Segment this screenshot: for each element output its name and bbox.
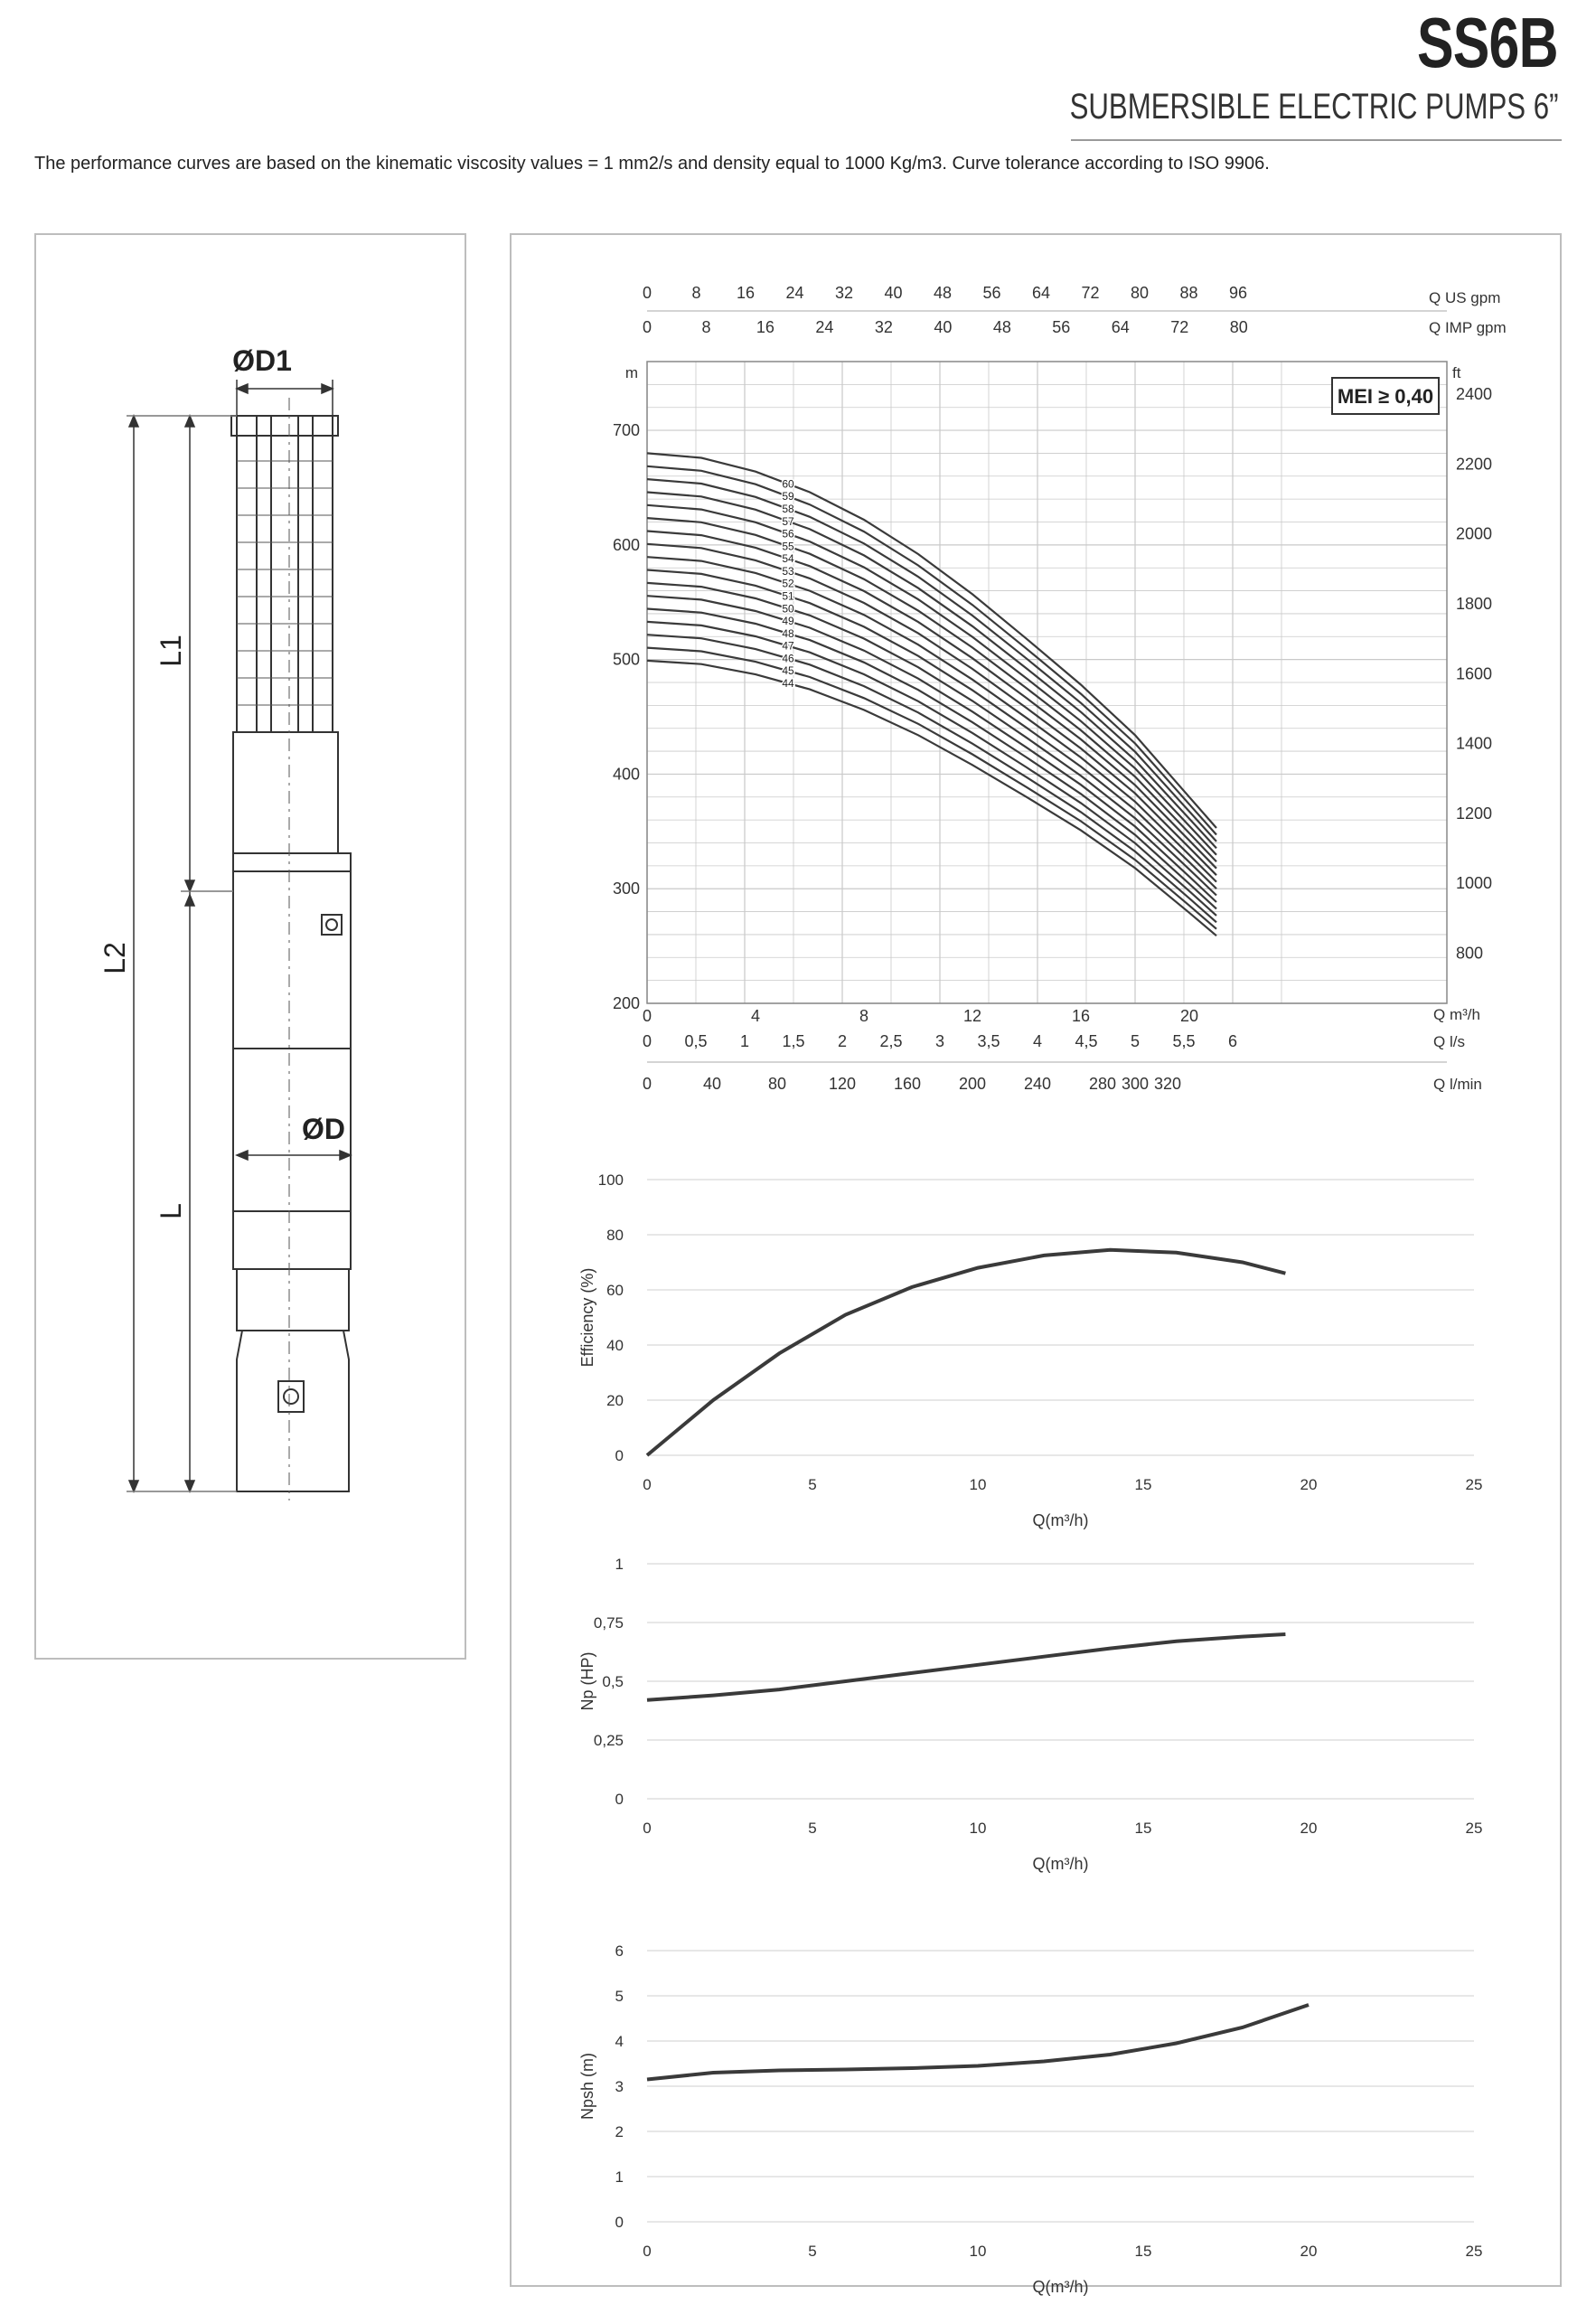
ft-tick-label: 1600 <box>1456 664 1493 683</box>
us-gpm-tick: 88 <box>1179 284 1198 302</box>
stage-label: 52 <box>782 577 794 590</box>
m3h-tick: 8 <box>859 1007 869 1025</box>
npsh-y-label: Npsh (m) <box>578 2052 596 2121</box>
us-gpm-tick: 80 <box>1131 284 1150 302</box>
stage-label: 55 <box>782 540 794 553</box>
l-label: L <box>155 1203 187 1219</box>
efficiency-x-tick: 15 <box>1134 1476 1152 1493</box>
head-curve <box>647 648 1216 929</box>
efficiency-y-tick: 80 <box>606 1227 624 1244</box>
power-x-tick: 15 <box>1134 1820 1152 1837</box>
m3h-tick: 20 <box>1179 1007 1199 1025</box>
lmin-tick: 200 <box>958 1075 987 1093</box>
ls-tick: 1 <box>739 1032 750 1050</box>
performance-charts <box>512 235 1560 2296</box>
power-x-tick: 20 <box>1300 1820 1318 1837</box>
y-axis-label: m <box>624 364 638 381</box>
power-x-tick: 0 <box>643 1820 652 1837</box>
npsh-x-tick: 15 <box>1134 2243 1152 2260</box>
lmin-tick: 300 <box>1121 1075 1150 1093</box>
y-tick-label: 500 <box>612 650 640 669</box>
head-curve <box>647 518 1216 861</box>
npsh-y-tick: 3 <box>615 2078 624 2095</box>
npsh-y-tick: 6 <box>615 1942 624 1960</box>
us-gpm-tick: 72 <box>1081 284 1100 302</box>
lmin-tick: 80 <box>767 1075 787 1093</box>
us-gpm-tick: 40 <box>884 284 903 302</box>
page-subtitle: SUBMERSIBLE ELECTRIC PUMPS 6” <box>1069 87 1558 127</box>
efficiency-x-tick: 20 <box>1300 1476 1318 1493</box>
power-y-tick: 0,25 <box>593 1732 624 1749</box>
imp-gpm-tick: 56 <box>1052 318 1071 336</box>
stage-label: 46 <box>782 652 794 665</box>
ft-tick-label: 1000 <box>1456 874 1493 893</box>
lmin-tick: 240 <box>1023 1075 1052 1093</box>
npsh-curve <box>647 2005 1309 2080</box>
header-rule <box>1071 139 1562 141</box>
pump-drawing <box>36 235 465 1658</box>
power-x-label: Q(m³/h) <box>1032 1855 1089 1873</box>
stage-label: 47 <box>782 639 794 653</box>
efficiency-y-tick: 100 <box>597 1171 624 1189</box>
stage-label: 60 <box>782 477 794 491</box>
ls-tick: 0 <box>642 1032 652 1050</box>
page-title: SS6B <box>1417 3 1558 82</box>
ft-tick-label: 800 <box>1456 944 1484 963</box>
stage-label: 56 <box>782 527 794 541</box>
imp-gpm-tick: 40 <box>934 318 953 336</box>
l2-label: L2 <box>99 942 131 974</box>
stage-label: 54 <box>782 552 794 566</box>
l1-label: L1 <box>155 635 187 667</box>
efficiency-curve <box>647 1250 1285 1455</box>
lmin-tick: 320 <box>1153 1075 1182 1093</box>
imp-gpm-tick: 64 <box>1111 318 1130 336</box>
stage-label: 57 <box>782 514 794 528</box>
imp-gpm-tick: 8 <box>701 318 711 336</box>
curve-note: The performance curves are based on the kinematic viscosity values = 1 mm2/s and density equal to 1000 Kg/m3. Curve tolerance according to ISO 9906. <box>34 154 1270 174</box>
us-gpm-unit: Q US gpm <box>1429 289 1501 306</box>
ls-unit: Q l/s <box>1433 1033 1465 1050</box>
power-x-tick: 5 <box>808 1820 817 1837</box>
stage-label: 53 <box>782 564 794 578</box>
ls-tick: 0,5 <box>684 1032 708 1050</box>
m3h-tick: 4 <box>750 1007 761 1025</box>
npsh-y-tick: 1 <box>615 2168 624 2186</box>
ls-tick: 3,5 <box>977 1032 1000 1050</box>
npsh-x-tick: 0 <box>643 2243 652 2260</box>
ls-tick: 4 <box>1032 1032 1043 1050</box>
m3h-tick: 0 <box>642 1007 652 1025</box>
efficiency-x-label: Q(m³/h) <box>1032 1511 1089 1529</box>
mei-badge: MEI ≥ 0,40 <box>1337 385 1434 408</box>
ls-tick: 2,5 <box>879 1032 903 1050</box>
imp-gpm-tick: 16 <box>756 318 775 336</box>
ls-tick: 5,5 <box>1172 1032 1196 1050</box>
us-gpm-tick: 0 <box>642 284 652 302</box>
performance-charts-panel <box>510 233 1562 2296</box>
ft-tick-label: 1200 <box>1456 804 1493 823</box>
npsh-x-tick: 20 <box>1300 2243 1318 2260</box>
us-gpm-tick: 8 <box>691 284 701 302</box>
m3h-tick: 12 <box>962 1007 982 1025</box>
us-gpm-tick: 96 <box>1229 284 1248 302</box>
lmin-unit: Q l/min <box>1433 1076 1482 1093</box>
npsh-y-tick: 5 <box>615 1988 624 2005</box>
efficiency-y-tick: 0 <box>615 1447 624 1464</box>
y-tick-label: 400 <box>612 765 640 784</box>
power-curve <box>647 1634 1285 1700</box>
imp-gpm-unit: Q IMP gpm <box>1429 319 1507 336</box>
head-curve <box>647 622 1216 916</box>
stage-label: 51 <box>782 589 794 603</box>
power-x-tick: 25 <box>1465 1820 1483 1837</box>
us-gpm-tick: 24 <box>785 284 804 302</box>
y-tick-label: 600 <box>612 535 640 554</box>
us-gpm-tick: 16 <box>736 284 756 302</box>
imp-gpm-tick: 80 <box>1229 318 1248 336</box>
npsh-x-tick: 5 <box>808 2243 817 2260</box>
efficiency-y-label: Efficiency (%) <box>578 1267 596 1368</box>
stage-label: 58 <box>782 502 794 515</box>
y-tick-label: 700 <box>612 421 640 440</box>
dimension-drawing-panel <box>34 233 466 1660</box>
efficiency-y-tick: 20 <box>606 1392 624 1409</box>
stage-label: 49 <box>782 615 794 628</box>
imp-gpm-tick: 0 <box>642 318 652 336</box>
ls-tick: 2 <box>837 1032 848 1050</box>
imp-gpm-tick: 48 <box>992 318 1011 336</box>
stage-label: 44 <box>782 677 794 691</box>
power-y-tick: 0,75 <box>593 1614 624 1632</box>
ft-tick-label: 1800 <box>1456 594 1493 613</box>
d-label: ØD <box>302 1113 345 1145</box>
npsh-y-tick: 4 <box>615 2033 624 2050</box>
npsh-x-label: Q(m³/h) <box>1032 2278 1089 2296</box>
ft-tick-label: 2400 <box>1456 385 1493 404</box>
imp-gpm-tick: 32 <box>874 318 893 336</box>
us-gpm-tick: 32 <box>835 284 854 302</box>
imp-gpm-tick: 24 <box>815 318 834 336</box>
us-gpm-tick: 64 <box>1032 284 1051 302</box>
efficiency-y-tick: 40 <box>606 1337 624 1354</box>
power-y-tick: 0,5 <box>602 1673 624 1690</box>
ls-tick: 5 <box>1130 1032 1141 1050</box>
efficiency-x-tick: 5 <box>808 1476 817 1493</box>
lmin-tick: 160 <box>893 1075 922 1093</box>
power-y-tick: 0 <box>615 1791 624 1808</box>
lmin-tick: 0 <box>642 1075 652 1093</box>
d1-label: ØD1 <box>232 344 292 377</box>
ft-tick-label: 2000 <box>1456 524 1493 543</box>
us-gpm-tick: 56 <box>982 284 1001 302</box>
lmin-tick: 40 <box>702 1075 722 1093</box>
head-curve <box>647 635 1216 922</box>
npsh-x-tick: 25 <box>1465 2243 1483 2260</box>
lmin-tick: 280 <box>1088 1075 1117 1093</box>
ls-tick: 4,5 <box>1075 1032 1098 1050</box>
ft-axis-label: ft <box>1452 364 1461 381</box>
ls-tick: 3 <box>934 1032 945 1050</box>
power-y-tick: 1 <box>615 1556 624 1573</box>
ft-tick-label: 1400 <box>1456 734 1493 753</box>
efficiency-x-tick: 10 <box>969 1476 987 1493</box>
head-curve <box>647 453 1216 828</box>
m3h-unit: Q m³/h <box>1433 1006 1480 1023</box>
us-gpm-tick: 48 <box>934 284 953 302</box>
ft-tick-label: 2200 <box>1456 455 1493 474</box>
efficiency-x-tick: 0 <box>643 1476 652 1493</box>
efficiency-y-tick: 60 <box>606 1282 624 1299</box>
npsh-y-tick: 2 <box>615 2123 624 2140</box>
lmin-tick: 120 <box>828 1075 857 1093</box>
npsh-x-tick: 10 <box>969 2243 987 2260</box>
imp-gpm-tick: 72 <box>1170 318 1189 336</box>
head-curve <box>647 466 1216 835</box>
stage-label: 48 <box>782 626 794 640</box>
ls-tick: 1,5 <box>782 1032 805 1050</box>
stage-label: 59 <box>782 490 794 503</box>
power-y-label: Np (HP) <box>578 1651 596 1711</box>
ls-tick: 6 <box>1227 1032 1238 1050</box>
stage-label: 45 <box>782 664 794 678</box>
y-tick-label: 200 <box>612 994 640 1012</box>
npsh-y-tick: 0 <box>615 2214 624 2231</box>
y-tick-label: 300 <box>612 880 640 898</box>
power-x-tick: 10 <box>969 1820 987 1837</box>
stage-label: 50 <box>782 602 794 616</box>
m3h-tick: 16 <box>1071 1007 1091 1025</box>
efficiency-x-tick: 25 <box>1465 1476 1483 1493</box>
head-curve <box>647 502 1216 855</box>
head-curve <box>647 479 1216 842</box>
